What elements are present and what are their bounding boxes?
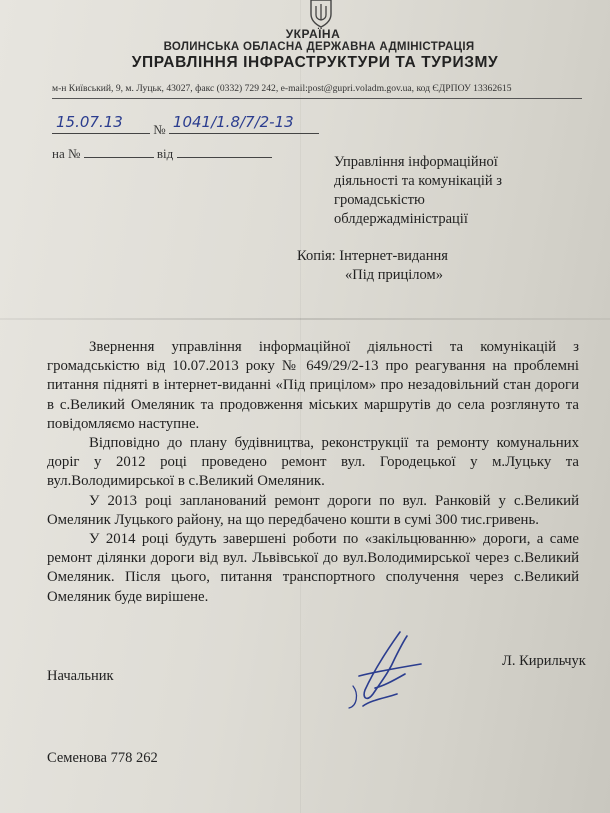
- reply-to-number-field: [84, 144, 154, 158]
- body-paragraph: Відповідно до плану будівництва, реконструкції та ремонту комунальних доріг у 2012 році проведено ремонт вул. Городецької у м.Луцьку та вул.Володимирської в с.Великий Омеляник.: [47, 435, 579, 490]
- addressee-line: облдержадміністрації: [334, 211, 468, 227]
- letter-body: [47, 338, 579, 607]
- executor-contact: Семенова 778 262: [47, 750, 158, 766]
- addressee-line: діяльності та комунікацій з: [334, 173, 502, 189]
- paper-fold: [0, 318, 610, 320]
- letterhead-address: м-н Київський, 9, м. Луцьк, 43027, факс (0332) 729 242, e-mail:post@gupri.voladm.gov.ua, код ЄДРПОУ 13362615: [52, 83, 512, 94]
- copy-line: Копія: Інтернет-видання: [297, 248, 448, 264]
- body-paragraph: У 2013 році запланований ремонт дороги по вул. Ранковій у с.Великий Омеляник Луцького району, на що передбачено кошти в сумі 300 тис.гривень.: [47, 492, 579, 528]
- letterhead-department: УПРАВЛІННЯ ІНФРАСТРУКТУРИ ТА ТУРИЗМУ: [131, 54, 499, 71]
- copy-line: «Під прицілом»: [345, 267, 443, 283]
- reply-to-line: [52, 144, 272, 162]
- outgoing-date: 15.07.13: [56, 113, 123, 131]
- body-paragraph: У 2014 році будуть завершені роботи по «закільцюванню» дороги, а саме ремонт ділянки дороги від вул. Львівської до вул.Володимирської через с.Великий Омеляник. Після цього, питання транспортного сполучення через с.Великий Омеляник буде вирішене.: [47, 531, 579, 605]
- reply-from-label: від: [156, 146, 174, 161]
- letterhead-country: УКРАЇНА: [285, 27, 341, 41]
- outgoing-number-field: [169, 113, 319, 134]
- outgoing-date-field: [52, 113, 150, 134]
- handwritten-signature: [345, 628, 430, 713]
- body-paragraph: Звернення управління інформаційної діяльності та комунікацій з громадськістю від 10.07.2013 року № 649/29/2-13 про реагування на проблемні питання підняті в інтернет-виданні «Під прицілом» про незадовільний стан дороги в с.Великий Омеляник та продовження міських маршрутів до села розглянуто та повідомляємо наступне.: [47, 339, 579, 432]
- coat-of-arms-icon: [303, 0, 339, 28]
- signer-position: Начальник: [47, 668, 114, 684]
- outgoing-number: 1041/1.8/7/2-13: [172, 113, 294, 131]
- reply-from-date-field: [177, 144, 272, 158]
- outgoing-number-label: №: [153, 122, 166, 137]
- reply-to-label: на №: [52, 146, 81, 161]
- letterhead-administration: ВОЛИНСЬКА ОБЛАСНА ДЕРЖАВНА АДМІНІСТРАЦІЯ: [163, 41, 475, 53]
- outgoing-registration-line: [52, 113, 319, 138]
- signer-name: Л. Кирильчук: [502, 653, 586, 669]
- letterhead-divider: [52, 98, 582, 99]
- addressee-line: громадськістю: [334, 192, 425, 208]
- addressee-block: [334, 153, 584, 229]
- addressee-line: Управління інформаційної: [334, 154, 498, 170]
- copy-recipient: [297, 247, 587, 285]
